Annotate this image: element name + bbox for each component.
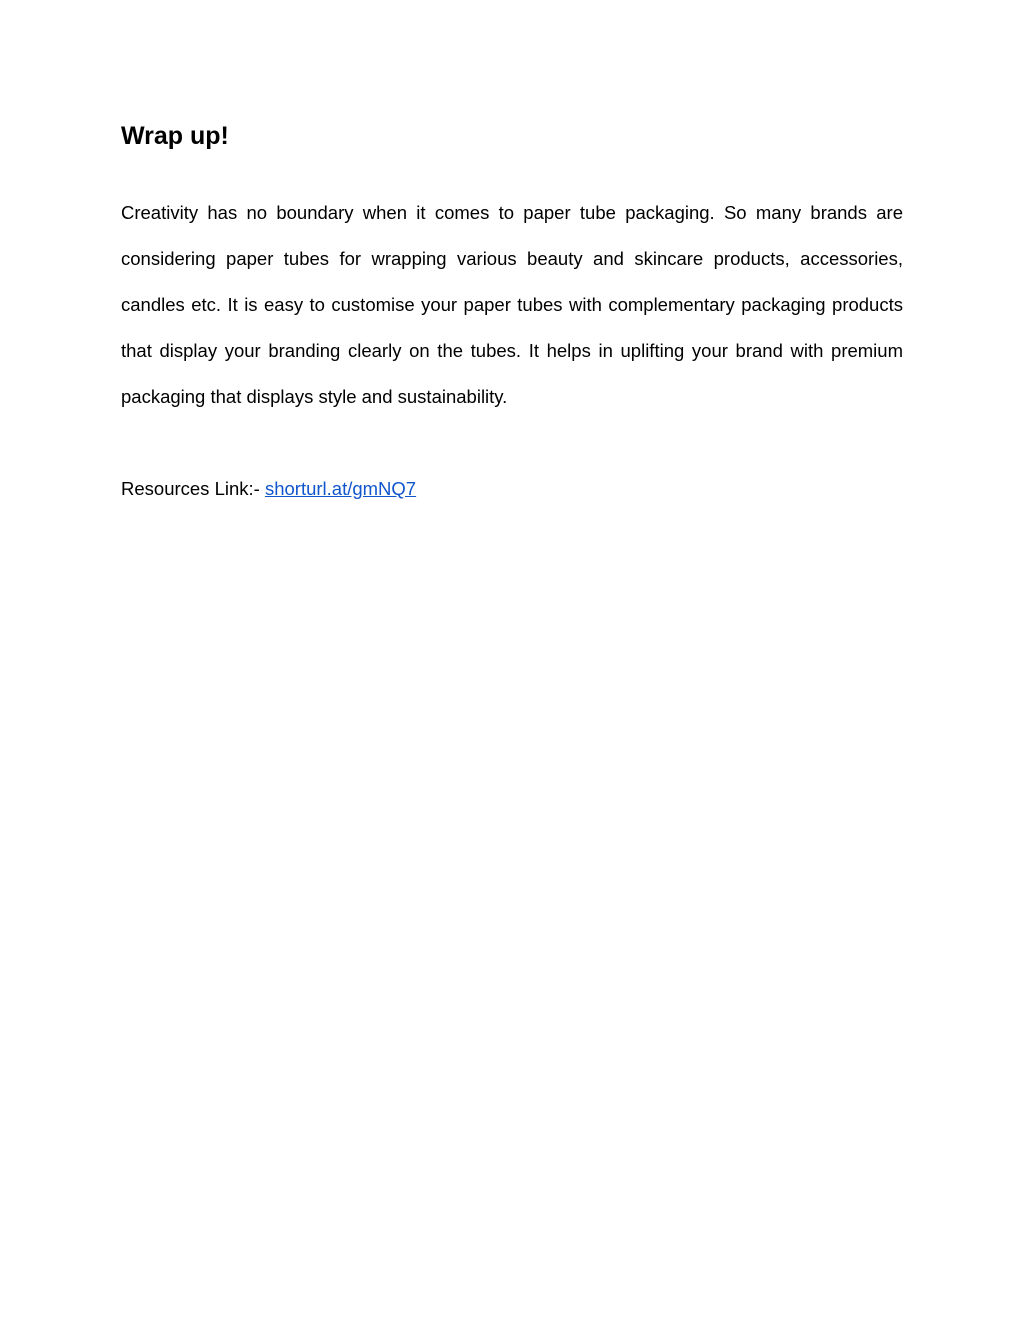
section-heading: Wrap up! bbox=[121, 122, 229, 150]
resources-label: Resources Link:- bbox=[121, 478, 265, 499]
body-paragraph: Creativity has no boundary when it comes to paper tube packaging. So many brands are considering paper tubes for wrapping various beauty and skincare products, accessories, candles etc. It is easy to customise your paper tubes with complementary packaging products that display your branding clearly on the tubes. It helps in uplifting your brand with premium packaging that displays style and sustainability. bbox=[121, 202, 903, 407]
resources-line bbox=[121, 466, 903, 512]
document-page bbox=[121, 118, 903, 512]
resources-link[interactable]: shorturl.at/gmNQ7 bbox=[264, 478, 417, 499]
